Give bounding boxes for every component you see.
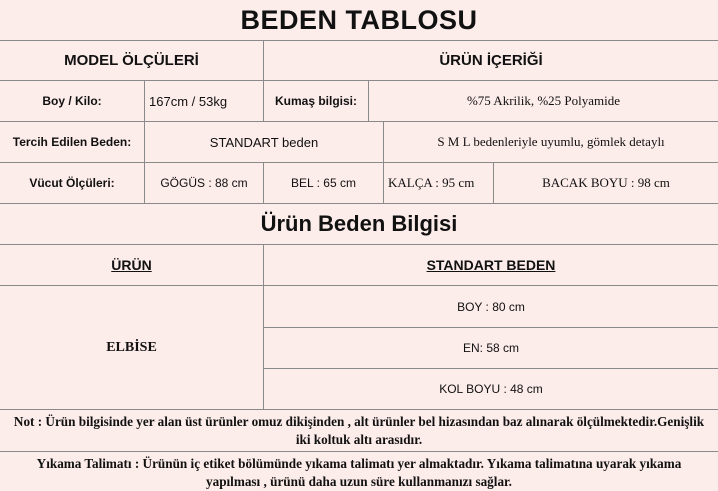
- height-weight-label: Boy / Kilo:: [42, 94, 102, 108]
- preferred-size-label: Tercih Edilen Beden:: [12, 135, 132, 149]
- fabric-value: %75 Akrilik, %25 Polyamide: [466, 93, 621, 108]
- body-measurements-label: Vücut Ölçüleri:: [29, 176, 115, 190]
- product-size-info-title: Ürün Beden Bilgisi: [260, 211, 458, 236]
- washing-instructions: Yıkama Talimatı : Ürünün iç etiket bölümünde yıkama talimatı yer almaktadır. Yıkama talimatına uyarak yıkama yapılması , ürünü daha uzun süre kullanmanızı sağlar.: [36, 456, 682, 489]
- width-measurement: EN: 58 cm: [462, 341, 519, 355]
- chest-measurement: GÖGÜS : 88 cm: [160, 176, 248, 190]
- fit-description: S M L bedenleriyle uyumlu, gömlek detaylı: [437, 134, 665, 149]
- product-name: ELBİSE: [106, 339, 157, 355]
- product-content-header: ÜRÜN İÇERİĞİ: [439, 52, 543, 69]
- standard-size-column-header: STANDART BEDEN: [426, 257, 556, 273]
- hip-measurement: KALÇA : 95 cm: [388, 175, 475, 190]
- sleeve-length-measurement: KOL BOYU : 48 cm: [439, 382, 543, 396]
- model-measurements-header: MODEL ÖLÇÜLERİ: [64, 52, 199, 69]
- fabric-label: Kumaş bilgisi:: [274, 94, 357, 108]
- height-weight-value: 167cm / 53kg: [149, 93, 228, 109]
- waist-measurement: BEL : 65 cm: [291, 176, 356, 190]
- leg-length-measurement: BACAK BOYU : 98 cm: [542, 175, 670, 190]
- page-title: BEDEN TABLOSU: [240, 4, 478, 35]
- product-column-header: ÜRÜN: [111, 257, 152, 273]
- divider: [0, 451, 718, 452]
- length-measurement: BOY : 80 cm: [457, 299, 525, 314]
- measurement-note: Not : Ürün bilgisinde yer alan üst ürünler omuz dikişinden , alt ürünler bel hizasından baz alınarak ölçülmektedir.Genişlik iki koltuk altı arasıdır.: [13, 414, 705, 447]
- preferred-size-value: STANDART beden: [209, 134, 319, 150]
- divider: [0, 409, 718, 410]
